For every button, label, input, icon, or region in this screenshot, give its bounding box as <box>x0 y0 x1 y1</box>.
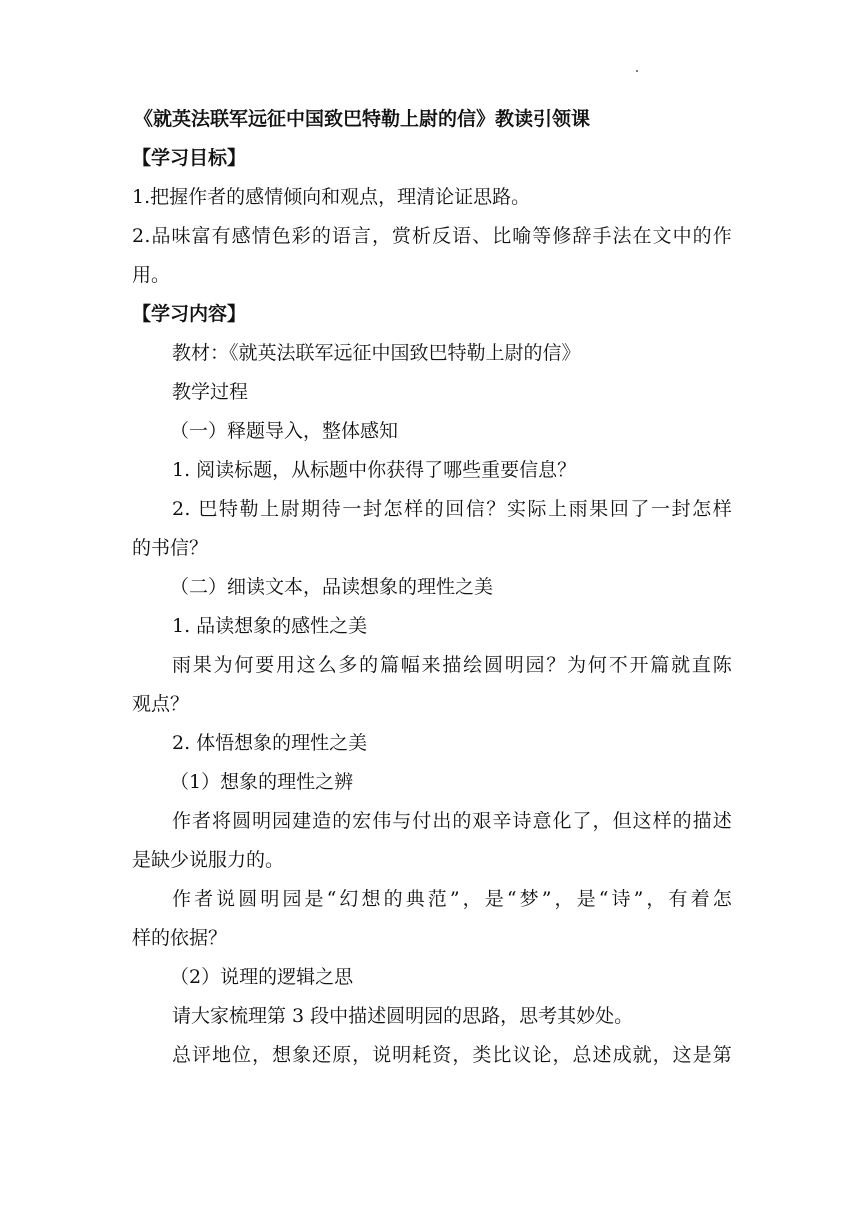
page-mark <box>636 70 638 72</box>
paragraph-4-line-1: 总评地位，想象还原，说明耗资，类比议论，总述成就，这是第 <box>172 1044 732 1066</box>
paragraph-1-line-2: 是缺少说服力的。 <box>132 849 285 871</box>
question-2-line-2: 的书信？ <box>132 537 209 559</box>
document-page <box>132 100 732 1075</box>
part-2-item-1-question-line-2: 观点？ <box>132 693 190 715</box>
paragraph-2-line-2: 样的依据？ <box>132 927 228 949</box>
process-heading: 教学过程 <box>172 381 249 403</box>
section-heading-content: 【学习内容】 <box>132 303 247 325</box>
question-2-line-1: 2. 巴特勒上尉期待一封怎样的回信？实际上雨果回了一封怎样 <box>172 498 732 520</box>
part-2-subitem-2: （2）说理的逻辑之思 <box>170 966 354 988</box>
paragraph-3: 请大家梳理第 3 段中描述圆明园的思路，思考其妙处。 <box>172 1005 634 1027</box>
part-2-item-2: 2. 体悟想象的理性之美 <box>172 732 368 754</box>
goal-item-2-line-2: 用。 <box>132 264 171 286</box>
paragraph-2-line-1: 作者说圆明园是“幻想的典范”，是“梦”，是“诗”，有着怎 <box>172 888 732 910</box>
part-2-subitem-1: （1）想象的理性之辨 <box>170 771 354 793</box>
question-1: 1. 阅读标题，从标题中你获得了哪些重要信息？ <box>172 459 577 481</box>
part-2-item-1: 1. 品读想象的感性之美 <box>172 615 368 637</box>
section-heading-goals: 【学习目标】 <box>132 147 247 169</box>
document-title: 《就英法联军远征中国致巴特勒上尉的信》教读引领课 <box>134 108 591 130</box>
goal-item-1: 1.把握作者的感情倾向和观点，理清论证思路。 <box>132 186 531 208</box>
part-2-item-1-question-line-1: 雨果为何要用这么多的篇幅来描绘圆明园？为何不开篇就直陈 <box>172 654 732 676</box>
textbook-line: 教材：《就英法联军远征中国致巴特勒上尉的信》 <box>172 342 581 364</box>
part-1-heading: （一）释题导入，整体感知 <box>170 420 399 442</box>
paragraph-1-line-1: 作者将圆明园建造的宏伟与付出的艰辛诗意化了，但这样的描述 <box>172 810 732 832</box>
goal-item-2-line-1: 2.品味富有感情色彩的语言，赏析反语、比喻等修辞手法在文中的作 <box>132 225 732 247</box>
part-2-heading: （二）细读文本，品读想象的理性之美 <box>170 576 494 598</box>
